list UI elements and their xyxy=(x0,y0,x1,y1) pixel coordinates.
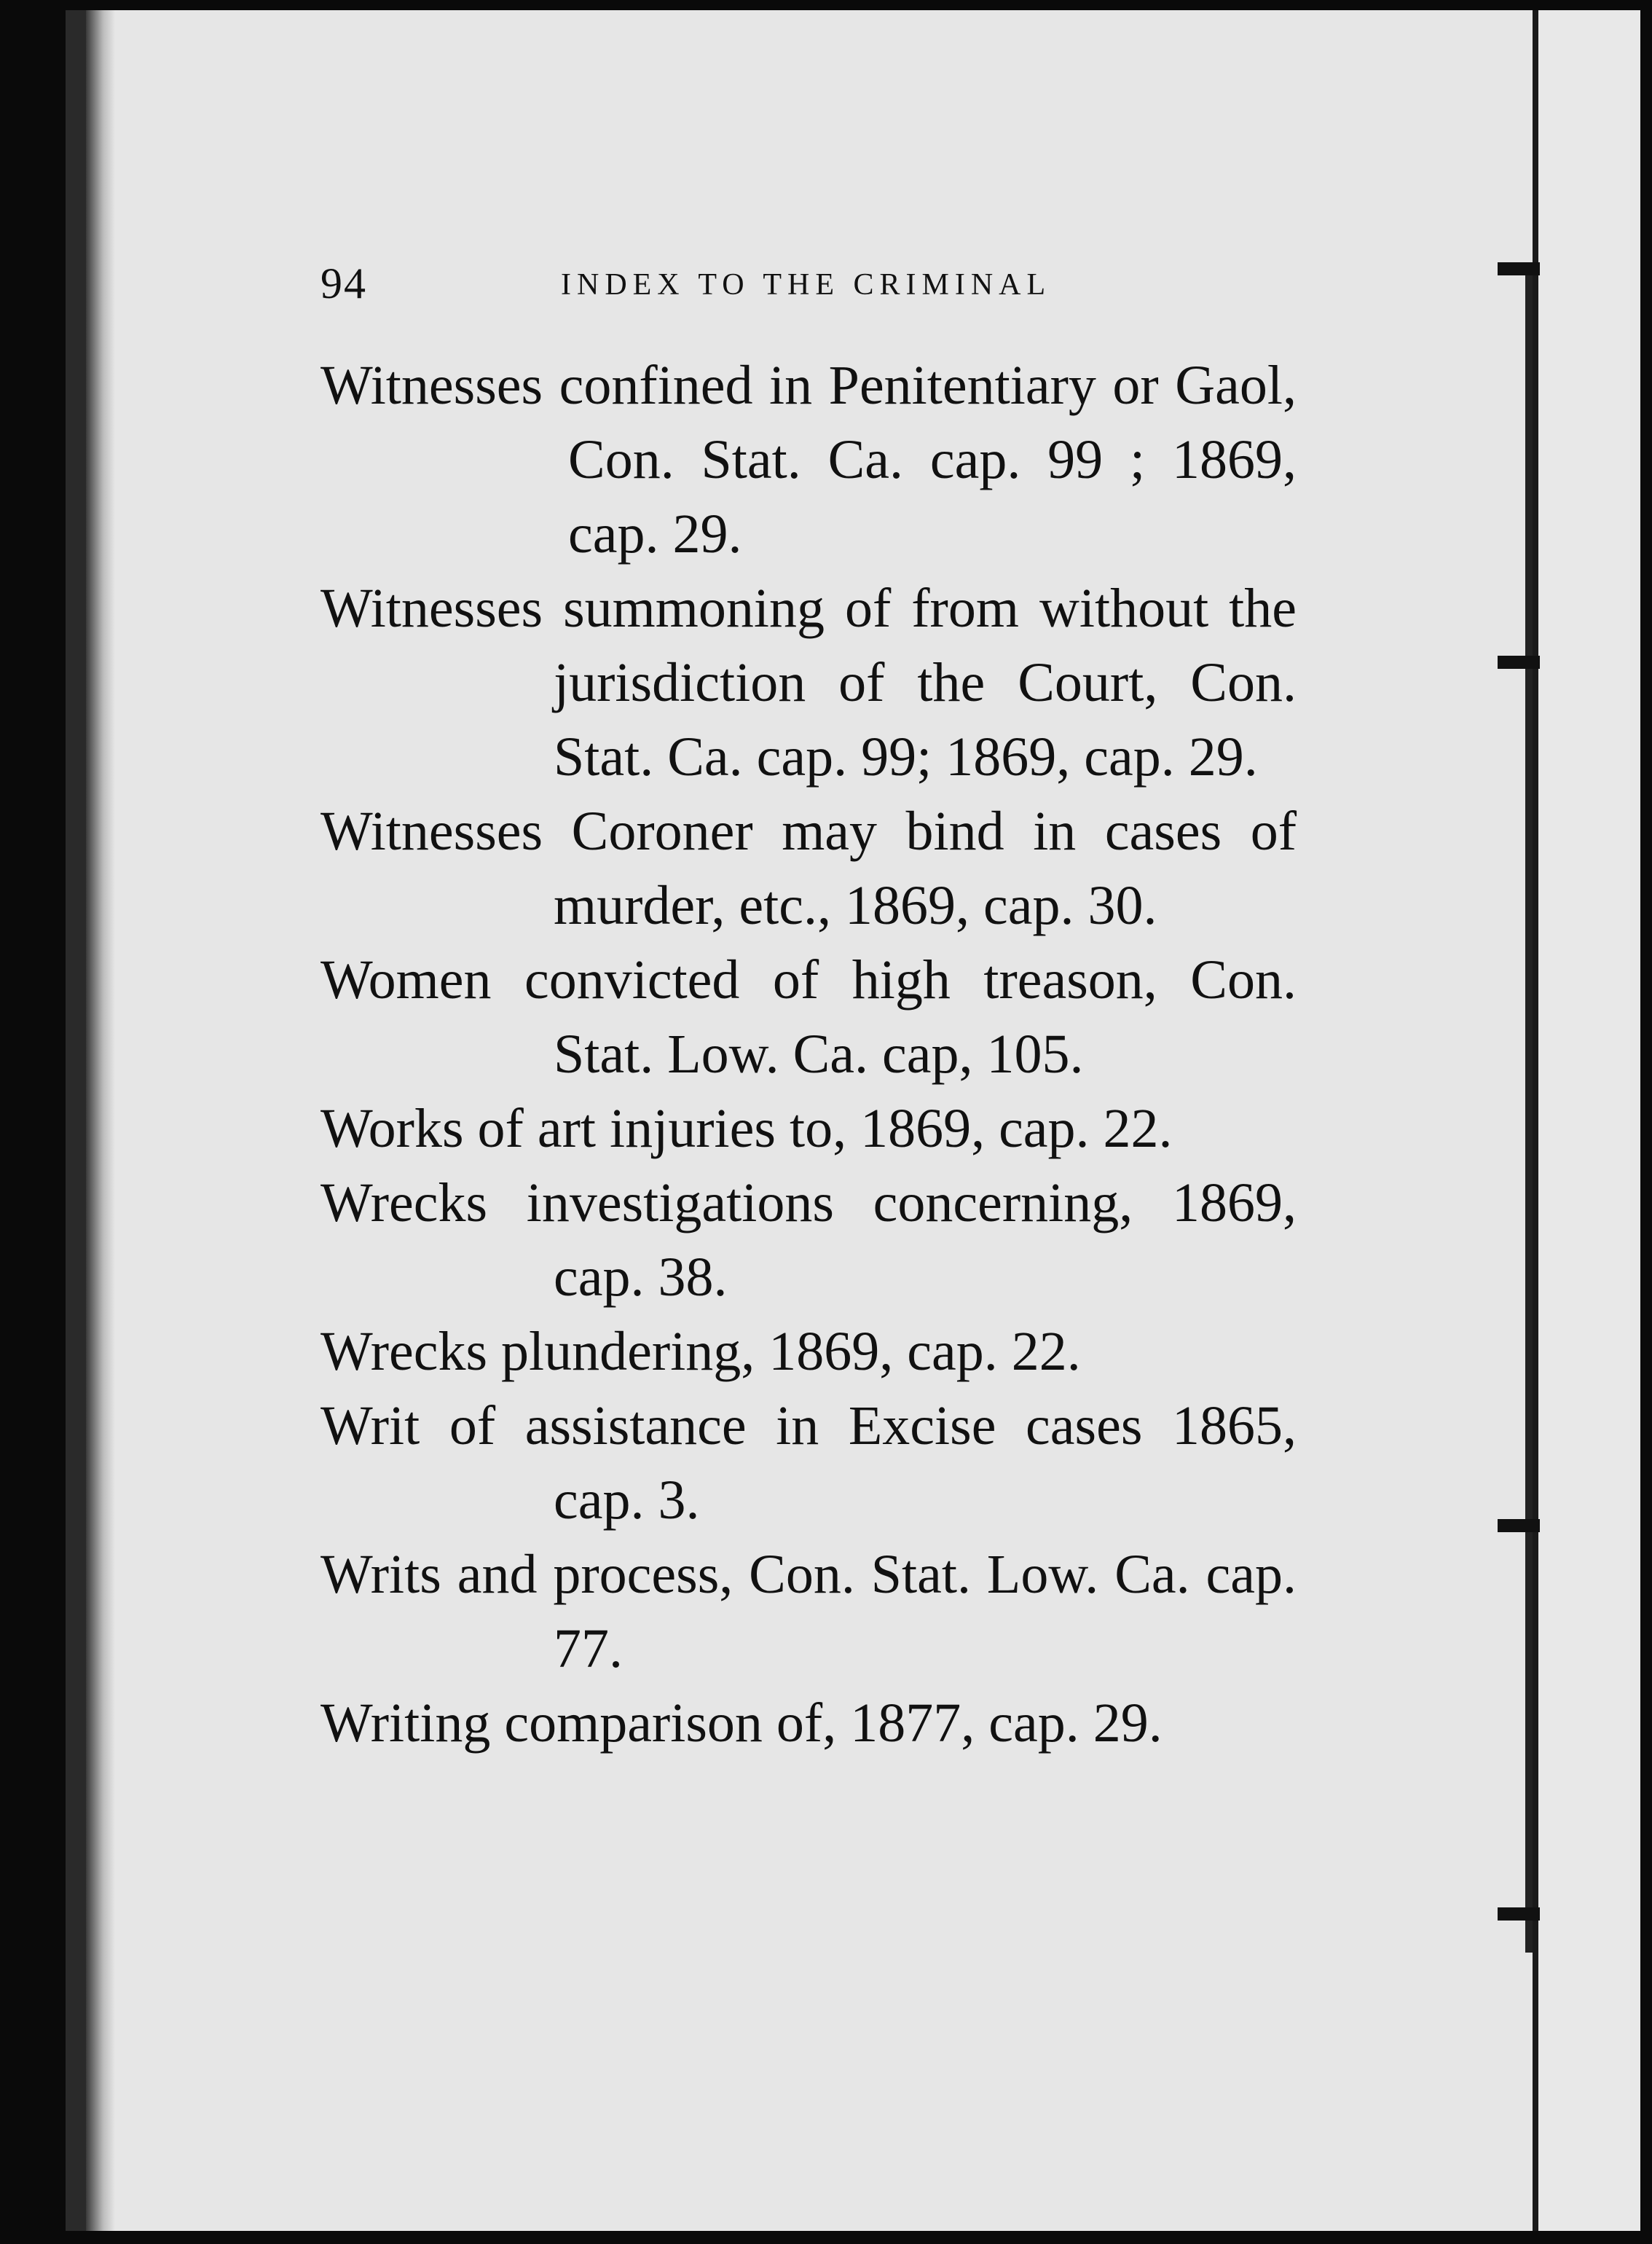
index-entry: Witnesses summoning of from without the jurisdiction of the Court, Con. Stat. Ca. cap. 99; 1869, cap. 29. xyxy=(320,578,1297,788)
index-entries xyxy=(320,348,1297,1760)
index-entry: Witnesses Coroner may bind in cases of murder, etc., 1869, cap. 30. xyxy=(320,801,1297,936)
index-entry: Witnesses confined in Penitentiary or Gaol, Con. Stat. Ca. cap. 99 ; 1869, cap. 29. xyxy=(320,355,1297,565)
index-entry: Wrecks plundering, 1869, cap. 22. xyxy=(320,1321,1081,1382)
page-header xyxy=(320,259,1428,324)
index-entry: Wrecks investigations concerning, 1869, cap. 38. xyxy=(320,1172,1297,1308)
page-number: 94 xyxy=(320,259,367,307)
index-entry: Writs and process, Con. Stat. Low. Ca. cap. 77. xyxy=(320,1544,1297,1679)
running-title: INDEX TO THE CRIMINAL xyxy=(561,268,1052,302)
index-entry: Writ of assistance in Excise cases 1865, cap. 3. xyxy=(320,1395,1297,1531)
index-entry: Writing comparison of, 1877, cap. 29. xyxy=(320,1692,1163,1754)
index-entry: Women convicted of high treason, Con. Stat. Low. Ca. cap, 105. xyxy=(320,949,1297,1085)
index-entry: Works of art injuries to, 1869, cap. 22. xyxy=(320,1098,1173,1159)
